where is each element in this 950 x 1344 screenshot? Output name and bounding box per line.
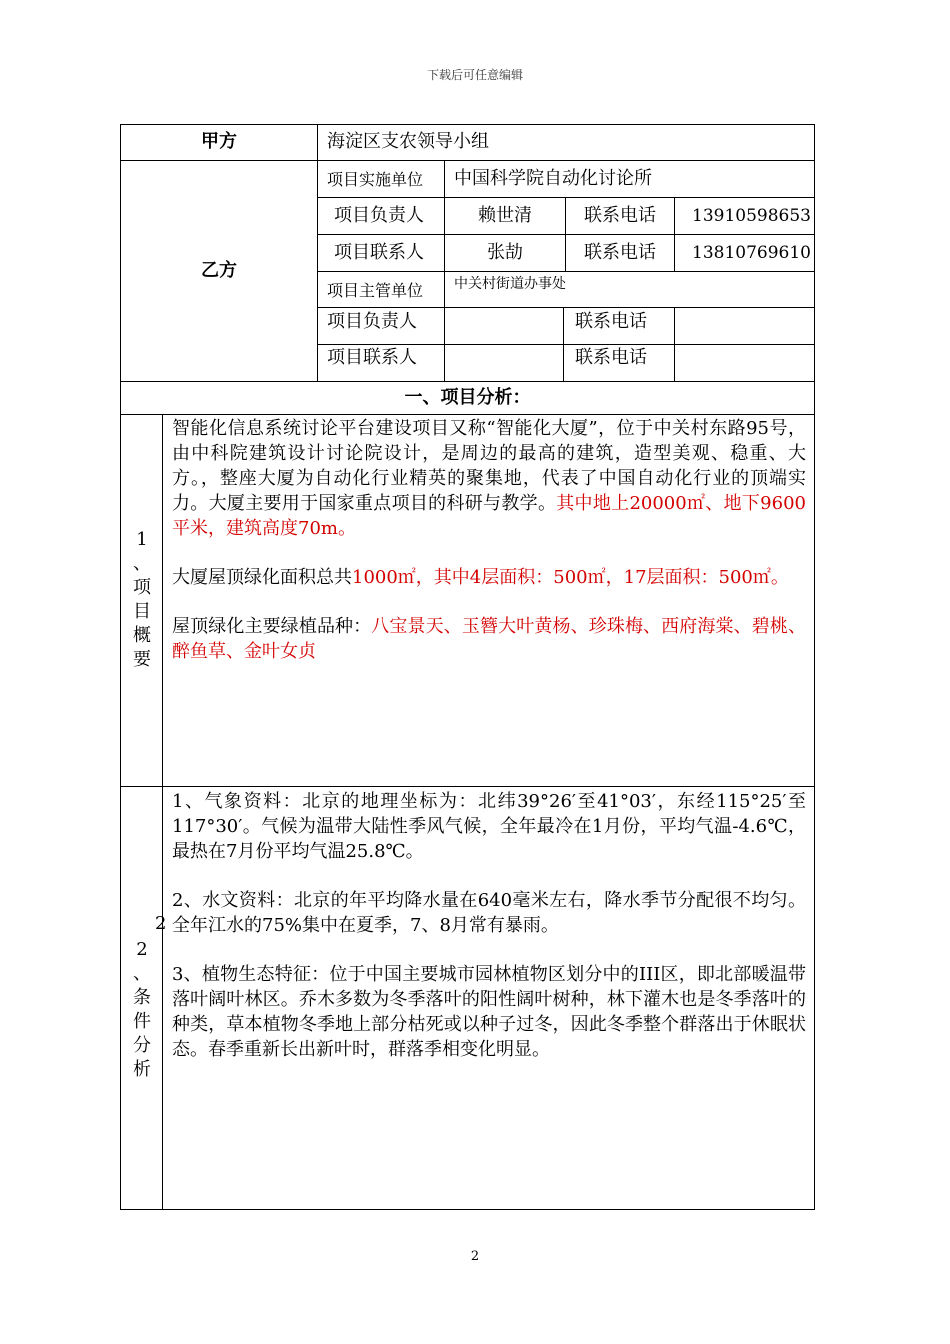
leader-name: 赖世清 <box>478 205 532 226</box>
mgmt-contact-label: 项目联系人 <box>327 347 417 368</box>
overview-label-char: 项 <box>133 577 151 598</box>
conditions-label-char: 分 <box>133 1035 151 1056</box>
col-rule <box>563 307 564 381</box>
row-rule <box>120 160 815 161</box>
col-rule <box>444 160 445 381</box>
overview-p1-text: 智能化信息系统讨论平台建设项目又称“智能化大厦”，位于中关村东路95号，由中科院建筑设计讨论院设计，是周边的最高的建筑，造型美观、稳重、大方。，整座大厦为自动化行业精英的聚集地，代表了中国自动化行业的顶端实力。大厦主要用于国家重点项目的科研与教学。 <box>172 418 806 514</box>
overview-content <box>172 416 806 664</box>
row-rule <box>317 344 815 345</box>
contact-name: 张劼 <box>487 242 523 263</box>
conditions-label <box>121 938 163 1082</box>
overview-p3-text: 屋顶绿化主要绿植品种： <box>172 616 372 637</box>
overview-label-char: 目 <box>133 601 151 622</box>
conditions-label-char: 2 <box>136 939 148 960</box>
overview-p3-highlight: 八宝景天、玉簪大叶黄杨、珍珠梅、西府海棠、碧桃、醉鱼草、金叶女贞 <box>172 616 807 662</box>
leader-phone-label: 联系电话 <box>584 205 656 226</box>
overview-p2-text: 大厦屋顶绿化面积总共 <box>172 567 352 588</box>
overview-p1-highlight: 其中地上20000㎡、地下9600平米，建筑高度70m。 <box>172 493 806 539</box>
conditions-stray-mark: 2 <box>155 913 167 934</box>
contact-label: 项目联系人 <box>334 242 424 263</box>
table-border-top <box>120 124 815 125</box>
conditions-label-char: 条 <box>133 987 151 1008</box>
overview-label <box>121 528 163 672</box>
overview-label-char: 要 <box>133 649 151 670</box>
row-rule <box>317 234 815 235</box>
party-b-label: 乙方 <box>201 260 237 281</box>
conditions-paragraph-3: 3、植物生态特征：位于中国主要城市园林植物区划分中的III区，即北部暖温带落叶阔叶林区。乔木多数为冬季落叶的阳性阔叶树种，林下灌木也是冬季落叶的种类，草本植物冬季地上部分枯死或以种子过冬，因此冬季整个群落出于休眠状态。春季重新长出新叶时，群落季相变化明显。 <box>172 964 806 1060</box>
mgmt-unit-label: 项目主管单位 <box>327 281 424 300</box>
header-note: 下载后可任意编辑 <box>426 68 523 82</box>
col-rule <box>674 197 675 271</box>
overview-paragraph-3 <box>172 614 806 664</box>
contact-phone-label: 联系电话 <box>584 242 656 263</box>
overview-paragraph-2 <box>172 565 806 590</box>
row-rule <box>317 197 815 198</box>
row-rule <box>317 307 815 308</box>
row-rule <box>120 414 815 415</box>
leader-phone: 13910598653 <box>692 206 811 226</box>
overview-label-char: 、 <box>133 553 151 574</box>
table-border-bottom <box>120 1209 815 1210</box>
conditions-label-char: 件 <box>133 1011 151 1032</box>
section-title: 一、项目分析： <box>404 387 531 408</box>
table-border-right <box>814 124 815 1210</box>
col-rule <box>317 124 318 381</box>
impl-unit-label: 项目实施单位 <box>327 170 424 189</box>
row-rule <box>120 381 815 382</box>
party-a-label: 甲方 <box>201 131 237 152</box>
contact-phone: 13810769610 <box>692 243 811 263</box>
overview-paragraph-1 <box>172 416 806 541</box>
col-rule <box>674 307 675 381</box>
row-rule <box>120 786 815 787</box>
overview-p2-highlight: 1000㎡，其中4层面积：500㎡，17层面积：500㎡。 <box>352 567 789 588</box>
conditions-label-char: 析 <box>133 1059 151 1080</box>
party-a-value: 海淀区支农领导小组 <box>327 131 489 152</box>
leader-label: 项目负责人 <box>334 205 424 226</box>
conditions-paragraph-2: 2、水文资料：北京的年平均降水量在640毫米左右，降水季节分配很不均匀。全年江水的75%集中在夏季，7、8月常有暴雨。 <box>172 890 806 936</box>
mgmt-leader-phone-label: 联系电话 <box>575 311 647 332</box>
conditions-label-char: 、 <box>133 963 151 984</box>
conditions-content <box>172 789 806 1062</box>
overview-label-char: 概 <box>133 625 151 646</box>
page-number: 2 <box>470 1249 480 1264</box>
conditions-paragraph-1: 1、气象资料：北京的地理坐标为：北纬39°26′至41°03′，东经115°25′至117°30′。气候为温带大陆性季风气候，全年最冷在1月份，平均气温-4.6℃，最热在7月份平均气温25.8℃。 <box>172 791 806 862</box>
mgmt-unit-value: 中关村街道办事处 <box>454 276 566 292</box>
mgmt-leader-label: 项目负责人 <box>327 311 417 332</box>
mgmt-contact-phone-label: 联系电话 <box>575 347 647 368</box>
overview-label-char: 1 <box>136 529 148 550</box>
impl-unit-value: 中国科学院自动化讨论所 <box>454 168 652 189</box>
